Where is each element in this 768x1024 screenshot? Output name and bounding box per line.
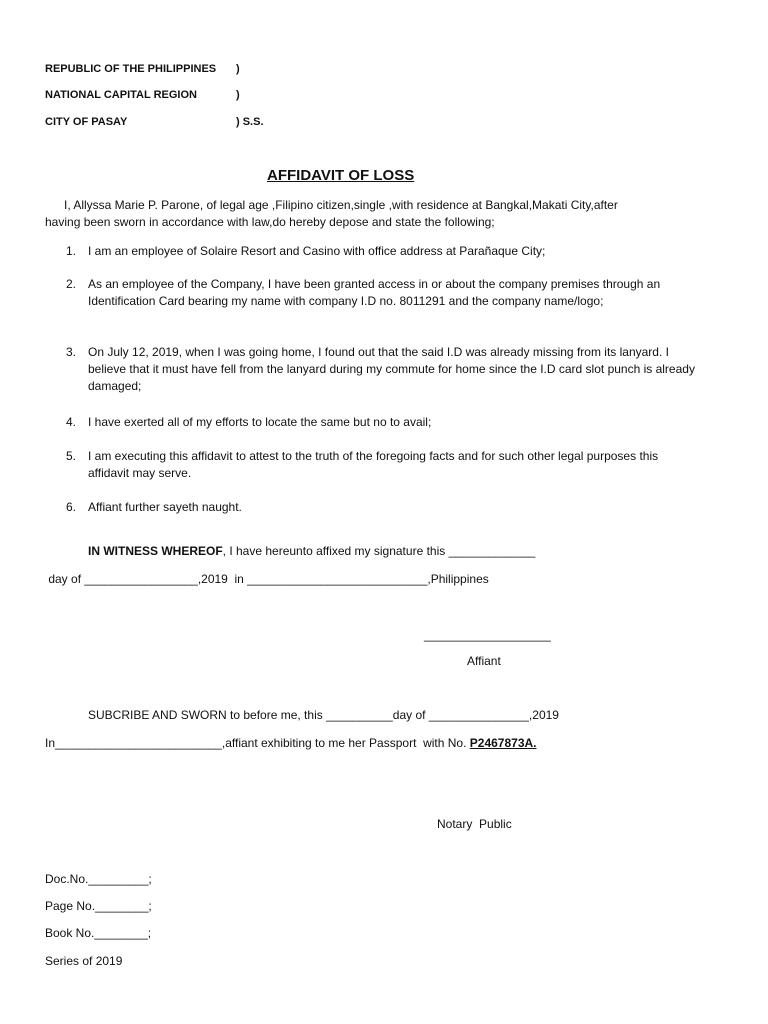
item-number: 5. bbox=[66, 449, 77, 463]
caption-paren-1: ) bbox=[236, 63, 240, 75]
list-item: Affiant further sayeth naught. bbox=[88, 500, 242, 514]
caption-republic: REPUBLIC OF THE PHILIPPINES bbox=[45, 63, 217, 75]
list-item: I have exerted all of my efforts to locate the same but no to avail; bbox=[88, 415, 432, 429]
intro-line-2: having been sworn in accordance with law,do hereby depose and state the following; bbox=[45, 215, 495, 229]
doc-number: Doc.No._________; bbox=[45, 872, 152, 886]
book-number: Book No.________; bbox=[45, 926, 152, 940]
sworn-line-1: SUBCRIBE AND SWORN to before me, this __________day of _______________,2019 bbox=[88, 708, 559, 722]
document-title: AFFIDAVIT OF LOSS bbox=[267, 167, 415, 184]
affiant-signature-line: ___________________ bbox=[424, 628, 551, 642]
page-number: Page No.________; bbox=[45, 899, 152, 913]
affiant-label: Affiant bbox=[467, 654, 501, 668]
intro-line-1: I, Allyssa Marie P. Parone, of legal age ,Filipino citizen,single ,with residence at Bangkal,Makati City,after bbox=[64, 198, 618, 212]
list-item: On July 12, 2019, when I was going home, I found out that the said I.D was already missing from its lanyard. I believe that it must have fell from the lanyard during my commute for home since the I.D card slot punch is already damaged; bbox=[88, 345, 695, 393]
caption-city: CITY OF PASAY bbox=[45, 116, 128, 128]
passport-number: P2467873A. bbox=[469, 736, 537, 750]
item-number: 3. bbox=[66, 345, 77, 359]
list-item: I am executing this affidavit to attest to the truth of the foregoing facts and for such other legal purposes this affidavit may serve. bbox=[88, 449, 659, 480]
caption-paren-2: ) bbox=[236, 89, 240, 101]
item-number: 4. bbox=[66, 415, 77, 429]
witness-line-2: day of _________________,2019 in ___________________________,Philippines bbox=[45, 572, 489, 586]
item-number: 2. bbox=[66, 277, 77, 291]
witness-line-1 bbox=[88, 543, 535, 560]
caption-paren-3: ) S.S. bbox=[236, 116, 264, 128]
list-item: As an employee of the Company, I have been granted access in or about the company premises through an Identification Card bearing my name with company I.D no. 8011291 and the company name/logo; bbox=[88, 277, 661, 308]
series: Series of 2019 bbox=[45, 954, 123, 968]
witness-bold: IN WITNESS WHEREOF bbox=[88, 544, 223, 558]
sworn-line-2-text: In_________________________,affiant exhibiting to me her Passport with No. bbox=[45, 736, 470, 750]
item-number: 1. bbox=[66, 244, 77, 258]
witness-rest: , I have hereunto affixed my signature this _____________ bbox=[222, 544, 536, 558]
list-item: I am an employee of Solaire Resort and Casino with office address at Parañaque City; bbox=[88, 244, 546, 258]
notary-label: Notary Public bbox=[437, 817, 512, 831]
caption-region: NATIONAL CAPITAL REGION bbox=[45, 89, 197, 101]
item-number: 6. bbox=[66, 500, 77, 514]
sworn-line-2 bbox=[45, 735, 537, 752]
